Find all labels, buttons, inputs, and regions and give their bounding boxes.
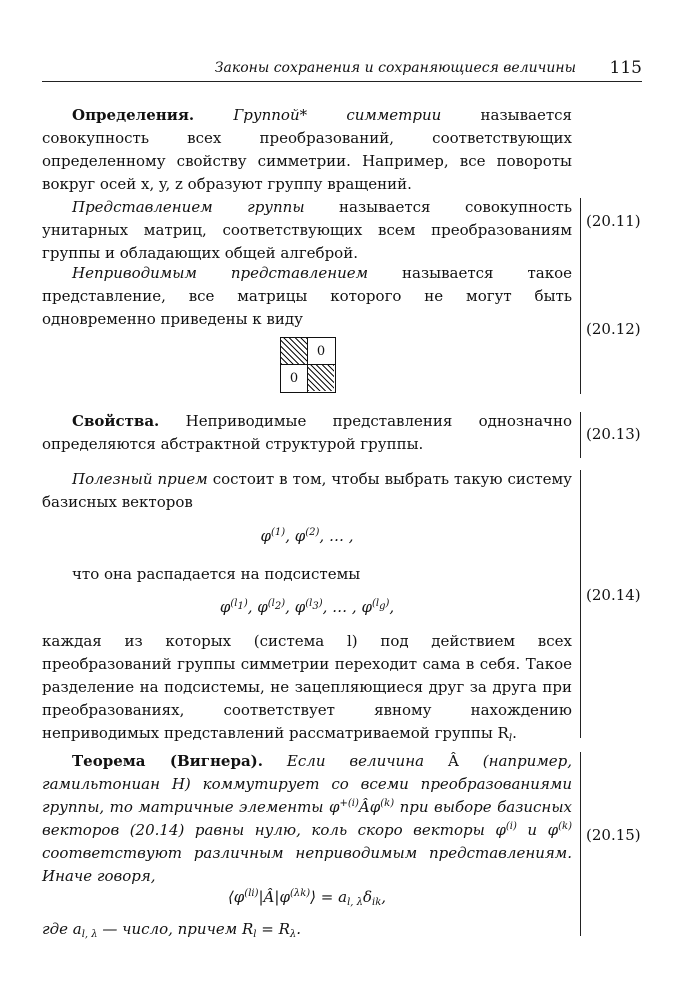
page-number: 115 [609,58,642,78]
irreducible-term: Неприводимым представлением [72,264,369,282]
representation-text: называется совокупность унитарных матриц, соответствующих всем преобразованиям группы и обладающих общей алгеброй. [42,198,572,262]
useful-method-text2-line [42,563,572,586]
block-diagonal-matrix [280,337,336,393]
group-text: называется совокупность всех преобразований, соответствующих определенному свойству симметрии. Например, все повороты вокруг осей x, y, z образуют группу вращений. [42,106,572,193]
eq-label-20-12: (20.12) [586,320,641,338]
eq-bar-20-15 [580,752,581,936]
properties-heading: Свойства. [72,412,160,430]
useful-method-text3-sub: l [508,733,513,744]
useful-method-text1: состоит в том, чтобы выбрать такую систему базисных векторов [42,470,572,511]
zero-top-right: 0 [316,343,326,359]
basis-vectors-formula: $\varphi^{(1)}$, $\varphi^{(2)}$, … , [260,527,354,545]
hatched-block-top-left [281,338,307,364]
running-header [42,58,642,80]
representation-paragraph [42,196,572,265]
properties-text: Неприводимые представления однозначно определяются абстрактной структурой группы. [42,412,572,453]
zero-bottom-left: 0 [289,370,299,386]
irreducible-text: называется такое представление, все матрицы которого не могут быть одновременно приведены к виду [42,264,572,328]
eq-label-20-11: (20.11) [586,212,641,230]
eq-label-20-14: (20.14) [586,586,641,604]
useful-method-paragraph [42,468,572,514]
useful-method-text2: что она распадается на подсистемы [72,565,361,583]
header-title: Законы сохранения и сохраняющиеся величины [214,60,576,76]
header-rule [42,81,642,82]
eq-bar-20-11 [580,198,581,266]
irreducible-paragraph [42,262,572,331]
definitions-paragraph [42,104,572,196]
theorem-heading: Теорема (Вигнера). [72,752,264,770]
eq-bar-20-12 [580,264,581,394]
eq-bar-20-13 [580,412,581,458]
wigner-formula: $⟨\varphi^{(li)}|Â|\varphi^{(\lambda k)}⟩ = a_{l, \lambda}\delta_{ik}$, [227,888,387,908]
subsystems-formula: $\varphi^{(l_1)}$, $\varphi^{(l_2)}$, $\varphi^{(l_3)}$, … , $\varphi^{(l_g)}$, [219,598,395,616]
useful-method-text3: каждая из которых (система l) под действием всех преобразований группы симметрии переходит сама в себя. Такое разделение на подсистемы, не зацепляющиеся друг за друга при преобразованиях, соответствует явному нахождению неприводимых представлений рассматриваемой группы R [42,632,572,742]
definitions-heading: Определения. [72,106,195,124]
eq-label-20-15: (20.15) [586,826,641,844]
useful-method-text3-paragraph: каждая из которых (система l) под действием всех преобразований группы симметрии переходит сама в себя. Такое разделение на подсистемы, не зацепляющиеся друг за друга при преобразованиях, соответствует явному нахождению неприводимых представлений рассматриваемой группы $R_l$. [42,632,572,744]
theorem-where-line: где $a_{l, \lambda}$ — число, причем $R_l = R_\lambda$. [42,920,302,940]
eq-bar-20-14 [580,470,581,738]
useful-method-term: Полезный прием [72,470,208,488]
group-term: Группой* симметрии [233,106,442,124]
theorem-paragraph: Теорема (Вигнера). Если величина Â (например, гамильтониан H) коммутирует со всеми преобразованиями группы, то матричные элементы $\varphi^{+(i)}Â\varphi^{(k)}$ при выборе базисных векторов (20.14) равны нулю, коль скоро векторы $\varphi^{(i)}$ и $\varphi^{(k)}$ соответствуют различным неприводимым представлениям. Иначе говоря, [42,752,573,885]
eq-label-20-13: (20.13) [586,425,641,443]
hatched-block-bottom-right [308,365,334,391]
representation-term: Представлением группы [72,198,305,216]
properties-paragraph [42,410,572,456]
